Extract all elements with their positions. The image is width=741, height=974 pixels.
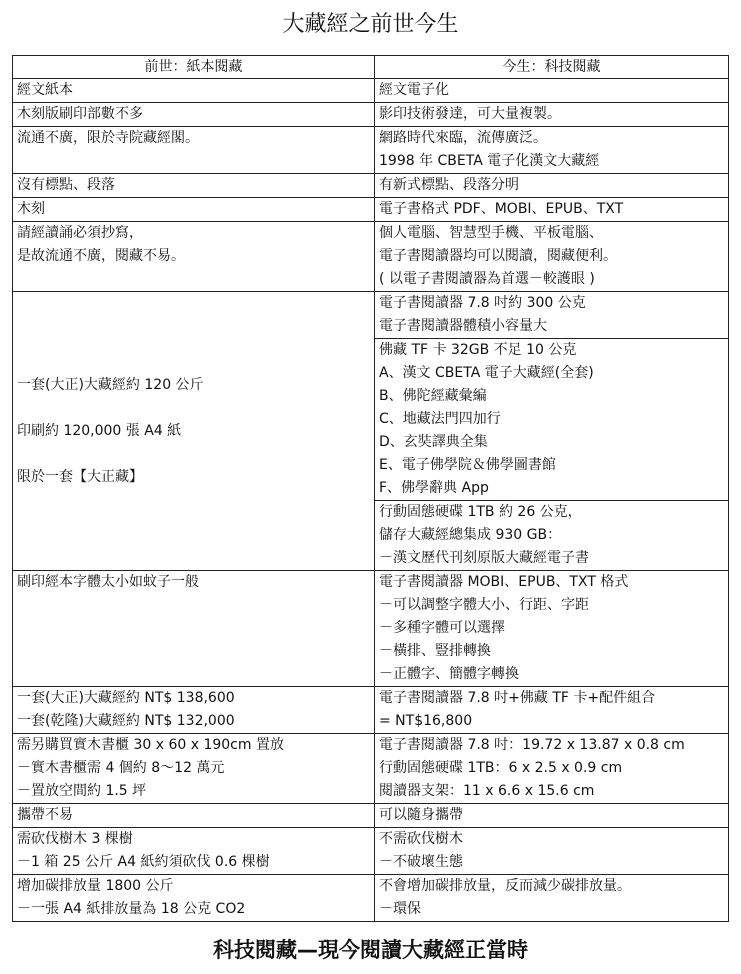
cell-line: －置放空間約 1.5 坪 (17, 783, 147, 799)
past-cell (13, 734, 375, 804)
comparison-table (12, 55, 729, 922)
cell-line: 影印技術發達，可大量複製。 (379, 106, 561, 122)
cell-line: －實木書櫃需 4 個約 8～12 萬元 (17, 760, 225, 776)
cell-line: 流通不廣，限於寺院藏經閣。 (17, 130, 199, 146)
present-cell (375, 79, 729, 103)
cell-line: 個人電腦、智慧型手機、平板電腦、 (379, 225, 603, 241)
past-cell (13, 174, 375, 198)
cell-line: 木刻版刷印部數不多 (17, 106, 143, 122)
cell-line: 有新式標點、段落分明 (379, 177, 519, 193)
reader-weight-block (375, 292, 728, 339)
past-cell (13, 571, 375, 687)
past-cell (13, 292, 375, 571)
cell-line: 沒有標點、段落 (17, 177, 115, 193)
table-row (13, 734, 729, 804)
cell-line: 電子書格式 PDF、MOBI、EPUB、TXT (379, 201, 624, 217)
cell-line: －可以調整字體大小、行距、字距 (379, 597, 589, 613)
table-row (13, 174, 729, 198)
cell-line: 印刷約 120,000 張 A4 紙 (17, 422, 182, 439)
cell-line: 需砍伐樹木 3 棵樹 (17, 831, 133, 847)
header-past: 前世：紙本閱藏 (13, 56, 375, 79)
present-cell (375, 804, 729, 828)
cell-line: F、佛學辭典 App (379, 480, 489, 496)
table-row (13, 875, 729, 922)
tf-card-block (375, 339, 728, 501)
table-row (13, 828, 729, 875)
table-row (13, 687, 729, 734)
cell-line: 儲存大藏經總集成 930 GB： (379, 527, 562, 543)
cell-line: ( 以電子書閱讀器為首選－較護眼 ) (379, 271, 595, 287)
present-cell (375, 828, 729, 875)
cell-line: 需另購買實木書櫃 30 x 60 x 190cm 置放 (17, 737, 284, 753)
table-row (13, 127, 729, 174)
table-row (13, 79, 729, 103)
cell-line: 不需砍伐樹木 (379, 831, 463, 847)
cell-line: －多種字體可以選擇 (379, 620, 505, 636)
table-row (13, 571, 729, 687)
cell-line: －橫排、豎排轉換 (379, 643, 491, 659)
cell-line: 經文電子化 (379, 82, 449, 98)
cell-line: 行動固態硬碟 1TB：6 x 2.5 x 0.9 cm (379, 760, 623, 776)
cell-line: B、佛陀經藏彙編 (379, 388, 487, 404)
cell-line: 電子書閱讀器體積小容量大 (379, 318, 547, 334)
past-cell (13, 687, 375, 734)
cell-line: A、漢文 CBETA 電子大藏經(全套) (379, 365, 594, 381)
cell-line: 木刻 (17, 201, 45, 217)
table-row (13, 103, 729, 127)
past-cell (13, 127, 375, 174)
cell-line: 一套(乾隆)大藏經約 NT$ 132,000 (17, 713, 235, 729)
present-cell (375, 222, 729, 292)
past-cell (13, 79, 375, 103)
present-cell (375, 292, 729, 571)
cell-line: －漢文歷代刊刻原版大藏經電子書 (379, 550, 589, 566)
cell-line: 行動固態硬碟 1TB 約 26 公克， (379, 504, 582, 520)
cell-line: 刷印經本字體太小如蚊子一般 (17, 574, 199, 590)
table-row (13, 804, 729, 828)
present-cell (375, 734, 729, 804)
present-cell (375, 687, 729, 734)
cell-line: －不破壞生態 (379, 854, 463, 870)
present-cell (375, 127, 729, 174)
cell-line: 電子書閱讀器 7.8 吋：19.72 x 13.87 x 0.8 cm (379, 737, 685, 753)
table-row (13, 198, 729, 222)
present-cell (375, 174, 729, 198)
present-cell (375, 571, 729, 687)
cell-line: 不會增加碳排放量，反而減少碳排放量。 (379, 878, 631, 894)
cell-line: 電子書閱讀器 MOBI、EPUB、TXT 格式 (379, 574, 629, 590)
present-cell (375, 198, 729, 222)
cell-line: 一套(大正)大藏經約 NT$ 138,600 (17, 690, 235, 706)
cell-line: －環保 (379, 901, 421, 917)
cell-line: 攜帶不易 (17, 807, 73, 823)
cell-line: 佛藏 TF 卡 32GB 不足 10 公克 (379, 342, 577, 358)
cell-line: －一張 A4 紙排放量為 18 公克 CO2 (17, 901, 246, 917)
cell-line: 網路時代來臨，流傳廣泛。 (379, 130, 547, 146)
past-cell (13, 804, 375, 828)
cell-line: 一套(大正)大藏經約 120 公斤 (17, 376, 204, 393)
cell-line: 1998 年 CBETA 電子化漢文大藏經 (379, 153, 600, 169)
cell-line: 限於一套【大正藏】 (17, 468, 143, 485)
cell-line: C、地藏法門四加行 (379, 411, 501, 427)
header-present: 今生：科技閱藏 (375, 56, 729, 79)
past-cell (13, 875, 375, 922)
cell-line: 電子書閱讀器 7.8 吋+佛藏 TF 卡+配件組合 (379, 690, 656, 706)
past-cell (13, 828, 375, 875)
cell-line: 經文紙本 (17, 82, 73, 98)
cell-line: －1 箱 25 公斤 A4 紙約須砍伐 0.6 棵樹 (17, 854, 270, 870)
present-cell (375, 875, 729, 922)
cell-line: E、電子佛學院＆佛學圖書館 (379, 457, 556, 473)
past-cell (13, 198, 375, 222)
ssd-block (375, 501, 728, 570)
past-cell (13, 103, 375, 127)
cell-line: 增加碳排放量 1800 公斤 (17, 878, 174, 894)
cell-line: －正體字、簡體字轉換 (379, 666, 519, 682)
cell-line: = NT$16,800 (379, 713, 473, 729)
cell-line: 是故流通不廣，閱藏不易。 (17, 248, 185, 264)
past-cell (13, 222, 375, 292)
cell-line: 請經讀誦必須抄寫， (17, 225, 143, 241)
footer-slogan: 科技閱藏—現今閱讀大藏經正當時 (213, 938, 528, 962)
document-title: 大藏經之前世今生 (282, 12, 459, 37)
table-row (13, 292, 729, 571)
cell-line: 電子書閱讀器 7.8 吋約 300 公克 (379, 295, 586, 311)
table-header-row (13, 56, 729, 79)
cell-line: 可以隨身攜帶 (379, 807, 463, 823)
cell-line: 電子書閱讀器均可以閱讀，閱藏便利。 (379, 248, 617, 264)
cell-line: D、玄奘譯典全集 (379, 434, 488, 450)
table-row (13, 222, 729, 292)
cell-line: 閱讀器支架：11 x 6.6 x 15.6 cm (379, 783, 595, 799)
present-cell (375, 103, 729, 127)
